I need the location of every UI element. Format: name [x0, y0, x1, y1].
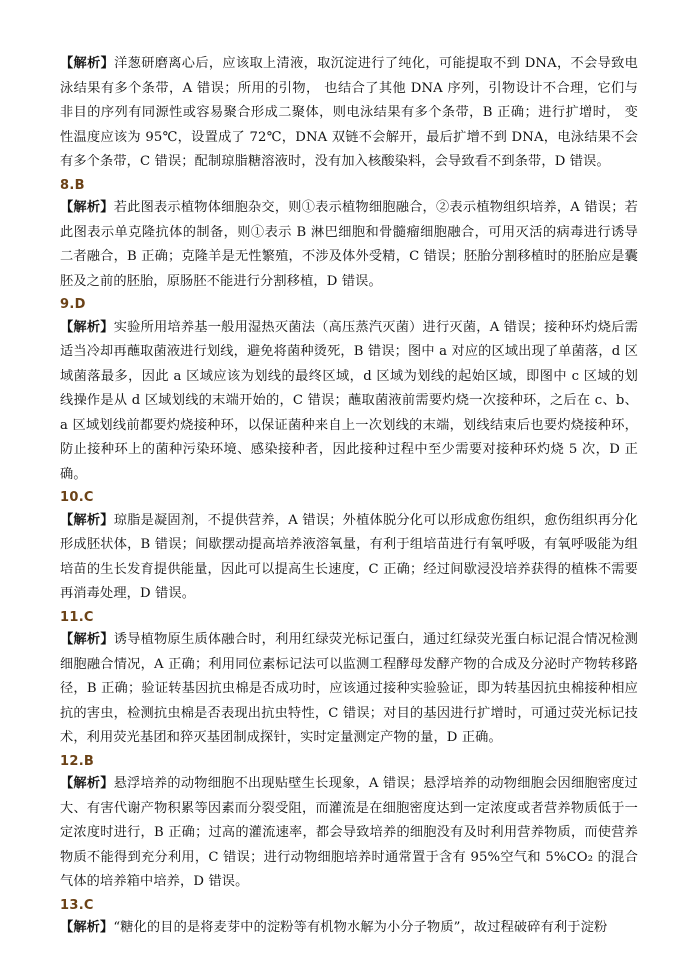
answer-label: 8.B — [60, 177, 85, 193]
analysis-text: 诱导植物原生质体融合时，利用红绿荧光标记蛋白，通过红绿荧光蛋白标记混合情况检测细胞融合情况，A 正确；利用同位素标记法可以监测工程酵母发酵产物的合成及分泌时产物转移路径，B 正确；验证转基因抗虫棉是否成功时，应该通过接种实验验证，即为转基因抗虫棉接种相应抗的害虫，检测抗虫棉是否表现出抗虫特性，C 错误；对目的基因进行扩增时，可通过荧光标记技术，利用荧光基团和猝灭基团制成探针，实时定量测定产物的量，D 正确。 — [60, 632, 638, 745]
analysis-text: 若此图表示植物体细胞杂交，则①表示植物细胞融合，②表示植物组织培养，A 错误；若此图表示单克隆抗体的制备，则①表示 B 淋巴细胞和骨髓瘤细胞融合，可用灭活的病毒进行诱导二者融合，B 正确；克隆羊是无性繁殖，不涉及体外受精，C 错误；胚胎分割移植时的胚胎应是囊胚及之前的胚胎，原肠胚不能进行分割移植，D 错误。 — [60, 200, 638, 289]
explanation-paragraph — [60, 772, 638, 895]
analysis-tag: 【解析】 — [60, 632, 114, 647]
explanation-paragraph — [60, 916, 638, 941]
explanation-paragraph — [60, 196, 638, 294]
explanation-block-10 — [60, 487, 638, 607]
explanation-block-12 — [60, 751, 638, 895]
analysis-tag: 【解析】 — [60, 200, 114, 215]
analysis-text: 实验所用培养基一般用湿热灭菌法（高压蒸汽灭菌）进行灭菌，A 错误；接种环灼烧后需适当冷却再蘸取菌液进行划线，避免将菌种烫死，B 错误；图中 a 对应的区域出现了单菌落，d 区域菌落最多，因此 a 区域应该为划线的最终区域，d 区域为划线的起始区域，即图中 c 区域的划线操作是从 d 区域划线的末端开始的，C 错误；蘸取菌液前需要灼烧一次接种环，之后在 c、b、a 区域划线前都要灼烧接种环，以保证菌种来自上一次划线的末端，划线结束后也要灼烧接种环，防止接种环上的菌种污染环境、感染接种者，因此接种过程中至少需要对接种环灼烧 5 次，D 正确。 — [60, 319, 638, 482]
analysis-text: 琼脂是凝固剂，不提供营养，A 错误；外植体脱分化可以形成愈伤组织，愈伤组织再分化形成胚状体，B 错误；间歇摆动提高培养液溶氧量，有利于组培苗进行有氧呼吸，有氧呼吸能为组培苗的生长发育提供能量，因此可以提高生长速度，C 正确；经过间歇浸没培养获得的植株不需要再消毒处理，D 错误。 — [60, 512, 638, 601]
explanation-block-13 — [60, 895, 638, 941]
answer-label: 13.C — [60, 897, 94, 913]
explanation-paragraph — [60, 628, 638, 751]
answer-label: 10.C — [60, 490, 94, 505]
analysis-tag: 【解析】 — [60, 319, 114, 335]
explanation-paragraph — [60, 52, 638, 175]
analysis-tag: 【解析】 — [60, 512, 114, 528]
explanation-block-8 — [60, 175, 638, 295]
explanation-paragraph — [60, 316, 638, 488]
analysis-text: 洋葱研磨离心后，应该取上清液，取沉淀进行了纯化，可能提取不到 DNA，不会导致电泳结果有多个条带，A 错误；所用的引物， 也结合了其他 DNA 序列，引物设计不合理，它们与非目的序列有同源性或容易聚合形成二聚体，则电泳结果有多个条带，B 正确；进行扩增时， 变性温度应该为 95℃，设置成了 72℃，DNA 双链不会解开，最后扩增不到 DNA，电泳结果不会有多个条带，C 错误；配制琼脂糖溶液时，没有加入核酸染料，会导致看不到条带，D 错误。 — [60, 56, 638, 169]
analysis-tag: 【解析】 — [60, 776, 114, 791]
analysis-text: 悬浮培养的动物细胞不出现贴壁生长现象，A 错误；悬浮培养的动物细胞会因细胞密度过大、有害代谢产物积累等因素而分裂受阻，而灌流是在细胞密度达到一定浓度或者营养物质低于一定浓度时进行，B 正确；过高的灌流速率，都会导致培养的细胞没有及时利用营养物质，而使营养物质不能得到充分利用，C 错误；进行动物细胞培养时通常置于含有 95%空气和 5%CO₂ 的混合气体的培养箱中培养，D 错误。 — [60, 776, 638, 889]
answer-explanation-page — [60, 52, 638, 941]
explanation-block-7 — [60, 52, 638, 175]
explanation-block-11 — [60, 607, 638, 751]
answer-label: 11.C — [60, 609, 94, 625]
analysis-tag: 【解析】 — [60, 920, 114, 935]
explanation-paragraph — [60, 509, 638, 607]
analysis-text: “糖化的目的是将麦芽中的淀粉等有机物水解为小分子物质”，故过程破碎有利于淀粉 — [113, 920, 608, 935]
analysis-tag: 【解析】 — [60, 56, 115, 71]
answer-label: 9.D — [60, 297, 86, 312]
explanation-block-9 — [60, 294, 638, 487]
answer-label: 12.B — [60, 753, 95, 769]
